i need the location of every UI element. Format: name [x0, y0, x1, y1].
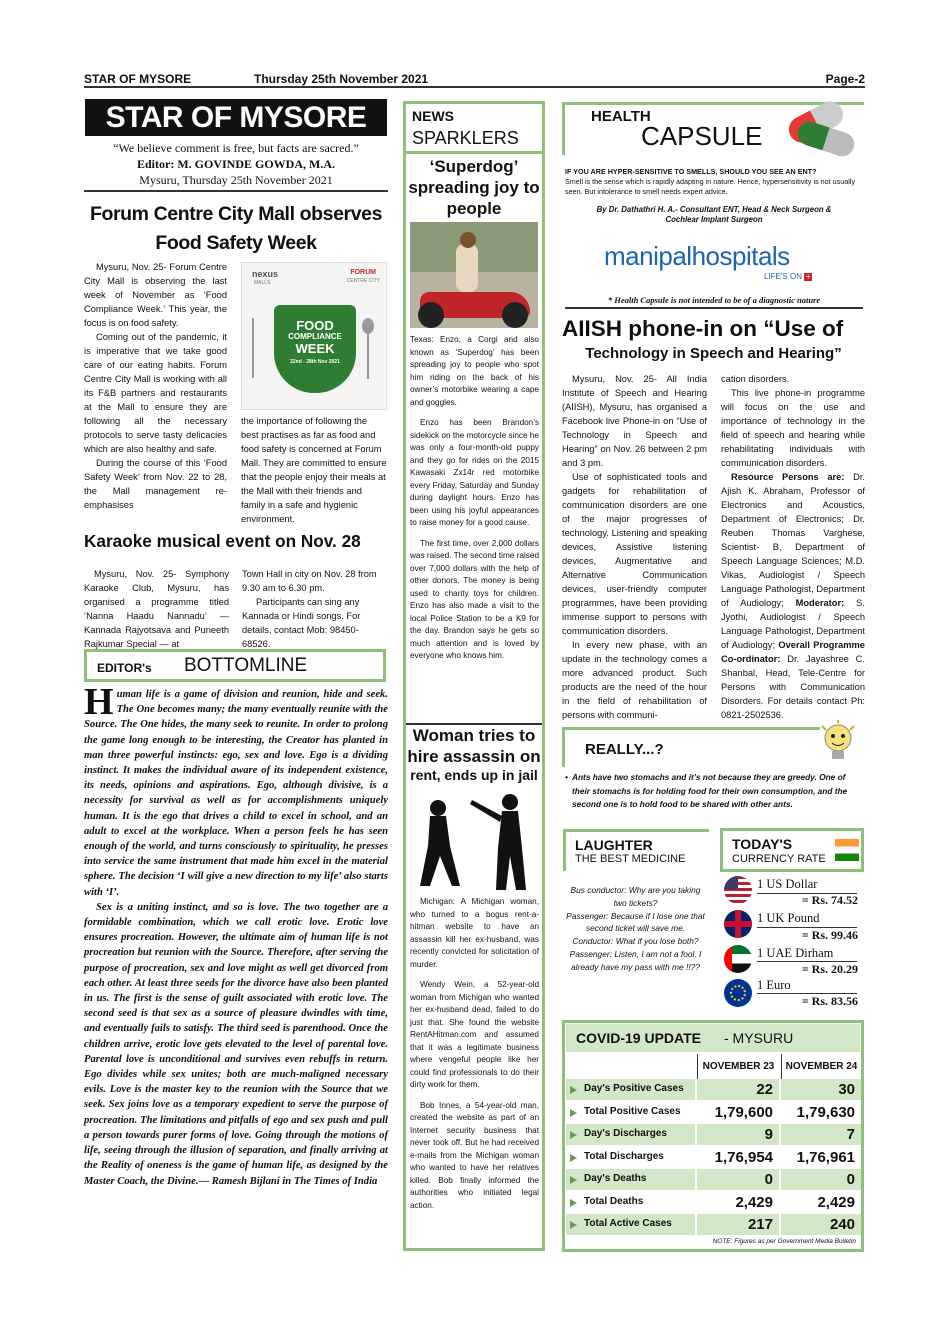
arrow-icon	[570, 1131, 577, 1139]
covid-row-label-cell	[566, 1169, 695, 1190]
really-label: REALLY...?	[585, 741, 664, 758]
currency-rate: = Rs. 20.29	[801, 962, 858, 976]
superdog-photo	[410, 222, 538, 328]
bottomline-para: uman life is a game of division and reunion, hide and seek. The One becomes many; the many eventually reunite with the Source. The One hides, the many seek to reunite. In order to prolong the game long enough to be interesting, the Creator has planted in man three powerful instincts: ego, sex and love. Ego is a dividing instinct. It makes the individual aware of its independent existence, its needs, opinions and aspirations. Ego, although divisive, is a necessity for survival as well as for accomplishments uniquely human. It is the ego that drives a child to excel in school, and an adult to excel at the workplace. When a person feels he has seen enough of the world, and turns consciously to spirituality, he presses into service the same instrument that made him excel in the material sphere. The decision ‘I will give a new direction to my life’ also starts with ‘I’.	[84, 689, 388, 898]
forum-headline-2: Food Safety Week	[155, 232, 317, 254]
aiish-headline-1: AIISH phone-in on “Use of	[562, 316, 844, 341]
aiish-mod-label: Moderator:	[795, 598, 845, 608]
currency-name: 1 UAE Dirham	[757, 946, 834, 960]
forum-col1	[84, 260, 227, 512]
forum-para: During the course of this ‘Food Safety Week’ from Nov. 22 to 28, the Mall management re-emphasises	[84, 458, 227, 510]
covid-value: 7	[781, 1124, 861, 1145]
news-label-b: SPARKLERS	[412, 128, 519, 148]
covid-value: 1,76,961	[781, 1147, 861, 1168]
covid-row-label-cell	[566, 1124, 695, 1145]
covid-value: 9	[697, 1124, 779, 1145]
health-label-box	[562, 102, 864, 155]
hitman-headline-2: rent, ends up in jail	[410, 767, 538, 783]
eu-flag-stars	[730, 985, 746, 1001]
manipal-logo-a: manipal	[604, 241, 692, 271]
hitman-para: Michigan: A Michigan woman, who turned to a bogus rent-a-hitman website to have an assassin kill her ex-husband, was recently convicted for solicitation of murder.	[410, 897, 539, 969]
header-date: Thursday 25th November 2021	[254, 72, 429, 86]
poster-brand-forum-sub: CENTRE CITY	[346, 278, 380, 284]
bullet-icon: •	[565, 772, 568, 782]
arrow-icon	[570, 1199, 577, 1207]
masthead-motto: “We believe comment is free, but facts are sacred.”	[113, 141, 359, 155]
covid-value: 0	[697, 1169, 779, 1190]
news-label	[406, 104, 542, 154]
laughter-label-a: LAUGHTER	[575, 837, 653, 853]
bottomline-label-box	[84, 649, 386, 682]
covid-row	[566, 1079, 862, 1102]
us-flag-canton	[724, 876, 738, 889]
aiish-rp-label: Resource Persons are:	[731, 472, 845, 482]
us-flag-icon	[724, 876, 752, 904]
hitman-headline-1: Woman tries to hire assassin on	[407, 726, 541, 766]
covid-label-bar	[566, 1024, 860, 1052]
spoon-icon	[362, 318, 374, 334]
covid-value: 2,429	[697, 1192, 779, 1213]
covid-value: 30	[781, 1079, 861, 1100]
health-qa	[565, 167, 863, 225]
joke-line: Bus conductor: Why are you taking two tickets?	[570, 885, 701, 908]
laughter-label-b: THE BEST MEDICINE	[575, 853, 686, 865]
health-label-a: HEALTH	[591, 108, 651, 125]
covid-value: 0	[781, 1169, 861, 1190]
joke-line: Passenger: Because if I lose one that second ticket will save me.	[566, 910, 705, 934]
bottomline-para: Sex is a uniting instinct, and so is love. The two together are a formidable combination, which we call erotic love. Erotic love ensures procreation. However, the ultimate aim of human life is not procreation but reunion with the Source. Therefore, after serving the purpose of procreation, sex and love might as well get divorced from each other. At least three seeds for the divorce have also been planted in us. The first is the sense of guilt associated with erotic love. The second seed is that sex as a source of pleasure dwindles with time, and eventually fails to satisfy. The third seed is parenthood. Once the children arrive, erotic love gets elevated to the level of parental love. Parental love is unconditional and survives even rebuffs in return. Ego divides while sex unites; both are much-maligned necessary evils. Love is the master key to the reunion with the Source that we seek. Sex joins love as a temporary expedient to serve the purpose of procreation. The limitations and pitfalls of ego and sex push and pull a person towards purer forms of love. Going through the motions of life, seeing through the illusion of separation, and finally arriving at the Reality of oneness is the game of human life, as designed by the Master Coach, the Divine.— Ramesh Bijlani in The Times of India	[84, 901, 388, 1187]
covid-row-label: Total Deaths	[584, 1195, 644, 1207]
aiish-mod-text: S. Jyothi, Audiologist / Speech Language Pathologist, Department of Audiology;	[721, 598, 865, 650]
covid-row-label-cell	[566, 1192, 695, 1213]
masthead-block	[84, 140, 388, 188]
arrow-icon	[570, 1086, 577, 1094]
covid-note: NOTE: Figures as per Government Media Bulletin	[712, 1238, 856, 1245]
page-header	[84, 72, 865, 88]
karaoke-para: Participants can sing any Kannada or Hindi songs. For details, contact Mob: 98450-68526.	[242, 597, 361, 649]
poster-brand-forum: FORUM	[350, 269, 376, 276]
health-byline: By Dr. Dathathri H. A.- Consultant ENT, Head & Neck Surgeon & Cochlear Implant Surgeon	[596, 205, 832, 225]
forum-para: Mysuru, Nov. 25- Forum Centre City Mall is observing the last week of November as ‘Food Compliance Week.’ This year, the focus is on food safety.	[84, 262, 227, 328]
uae-flag-icon	[724, 945, 752, 973]
masthead-dateline: Mysuru, Thursday 25th November 2021	[139, 173, 333, 187]
covid-row	[566, 1169, 862, 1192]
bottomline-body	[84, 681, 388, 1189]
superdog-headline: ‘Superdog’ spreading joy to people	[408, 157, 540, 218]
uk-flag-cross-h	[724, 921, 752, 927]
covid-col-header: NOVEMBER 24	[781, 1054, 861, 1079]
uk-flag-icon	[724, 910, 752, 938]
poster-brand-nexus-sub: MALLS	[254, 280, 271, 286]
superdog-caption: Texas: Enzo, a Corgi and also known as ‘Superdog’ has been spreading joy to people who spot him riding on the back of his owner’s motorbike wearing a cape and goggles.	[410, 335, 539, 407]
health-label-b: CAPSULE	[641, 121, 763, 151]
currency-rate: = Rs. 74.52	[801, 893, 858, 907]
joke-line: Passenger: Listen, I am not a fool. I already have my pass with me !!??	[569, 948, 702, 972]
aiish-coord-label: Overall Programme Co-ordinator:	[721, 640, 865, 664]
hitman-body	[410, 896, 539, 1212]
currency-label-a: TODAY'S	[732, 836, 793, 852]
aiish-para: Mysuru, Nov. 25- All India Institute of Speech and Hearing (AIISH), Mysuru, has organised a Facebook live Phone-in on “Use of Technology in Speech and Hearing” on Nov. 26 between 2 pm and 3 pm.	[562, 374, 707, 468]
uae-flag-bar	[724, 945, 732, 973]
really-fact	[565, 771, 863, 812]
covid-value: 1,79,630	[781, 1102, 861, 1123]
arrow-icon	[570, 1154, 577, 1162]
manipal-tagline	[764, 272, 812, 281]
eu-flag-icon	[724, 979, 752, 1007]
covid-value: 22	[697, 1079, 779, 1100]
superdog-para: The first time, over 2,000 dollars was raised. The second time raised over 7,000 dollars with the help of other donors. The money is being used to charity toys for children. Enzo has also made a visit to the local Police Station to be a K9 for the day. Brandon says he gets so much attention and is loved by everyone who knows him.	[410, 538, 539, 660]
arrow-icon	[570, 1109, 577, 1117]
covid-row-label: Total Discharges	[584, 1150, 664, 1162]
covid-row-label-cell	[566, 1147, 695, 1168]
covid-row-label: Total Positive Cases	[584, 1105, 681, 1117]
forum-headline	[84, 200, 388, 258]
really-label-box	[562, 727, 820, 767]
covid-row-label: Total Active Cases	[584, 1218, 672, 1229]
aiish-col1	[562, 372, 707, 722]
laughter-joke	[563, 884, 708, 974]
karaoke-col1: Mysuru, Nov. 25- Symphony Karaoke Club, Mysuru, has organised a programme titled ‘Nanna Haadu Nannadu’ — Kannada Rajyotsava and Puneeth Rajkumar Special — at	[84, 569, 229, 649]
aiish-headline	[562, 314, 865, 364]
really-fact-text: Ants have two stomachs and it’s not because they are greedy. One of their stomachs is for holding food for their own consumption, and the second one is to hold food to be shared with other ants.	[572, 772, 848, 809]
shield-badge	[274, 305, 356, 393]
covid-row-label-cell	[566, 1079, 695, 1100]
covid-table	[566, 1054, 862, 1234]
covid-value: 2,429	[781, 1192, 861, 1213]
covid-row-label: Day's Discharges	[584, 1128, 667, 1139]
manipal-logo-b: hospitals	[691, 241, 790, 271]
covid-row-label: Day's Deaths	[584, 1173, 647, 1184]
currency-rate: = Rs. 83.56	[801, 994, 858, 1008]
covid-col-header: NOVEMBER 23	[697, 1054, 779, 1079]
hitman-para: Wendy Wein, a 52-year-old woman from Michigan who wanted her ex-husband dead, failed to do just that. She found the website RentAHitman.com and assumed that it was a legitimate business where vengeful people like her could find professionals to do their dirty work for them.	[410, 980, 539, 1089]
shield-line2: COMPLIANCE	[288, 332, 342, 341]
shield-line1: FOOD	[296, 318, 334, 333]
health-question: IF YOU ARE HYPER-SENSITIVE TO SMELLS, SHOULD YOU SEE AN ENT?	[565, 167, 817, 176]
aiish-para: cation disorders.	[721, 374, 790, 384]
currency-label-box	[720, 828, 864, 872]
header-page: Page-2	[825, 72, 865, 86]
covid-label-b: - MYSURU	[724, 1030, 794, 1046]
covid-row-label-cell	[566, 1214, 695, 1235]
covid-row	[566, 1147, 862, 1170]
divider	[84, 190, 388, 192]
health-answer: Smell is the sense which is rapidly adapting in nature. Hence, hypersensitivity is not usually seen. But intolerance to smell needs expert advice.	[565, 176, 856, 196]
covid-value: 240	[781, 1214, 861, 1235]
bulb-mascot-icon	[818, 720, 858, 766]
forum-para: Coming out of the pandemic, it is imperative that we take good care of our eating habits. Forum Centre City Mall is working with all its F&B partners and restaurants at the Mall to ensure they are following all the necessary protocols to serve tasty delicacies which are also healthy and safe.	[84, 332, 227, 454]
wheel	[502, 302, 528, 328]
currency-rate: = Rs. 99.46	[801, 928, 858, 942]
laughter-label-box	[563, 829, 709, 871]
covid-value: 1,76,954	[697, 1147, 779, 1168]
currency-label-b: CURRENCY RATE	[732, 853, 826, 865]
hitman-headline	[406, 725, 542, 784]
covid-value: 217	[697, 1214, 779, 1235]
karaoke-headline: Karaoke musical event on Nov. 28	[84, 531, 361, 551]
currency-name: 1 US Dollar	[757, 877, 818, 891]
shield-dates: 22nd - 28th Nov 2021	[290, 359, 340, 365]
karaoke-col2	[242, 567, 387, 651]
aiish-para: In every new phase, with an update in the technology comes a more advanced product. Such products are the need of the hour in the field of rehabilitation of persons with communi-	[562, 640, 707, 720]
currency-name: 1 Euro	[757, 978, 791, 992]
aiish-para: This live phone-in programme will focus on the use and importance of technology in the field of speech and hearing while rehabilitating individuals with communication disorders.	[721, 388, 865, 468]
bottomline-label-b: BOTTOMLINE	[184, 655, 308, 676]
covid-value: 1,79,600	[697, 1102, 779, 1123]
superdog-body	[410, 334, 539, 663]
covid-row	[566, 1192, 862, 1215]
masthead-editor: Editor: M. GOVINDE GOWDA, M.A.	[137, 157, 335, 171]
fork-icon	[252, 318, 260, 378]
currency-name: 1 UK Pound	[757, 911, 820, 925]
forum-headline-1: Forum Centre City Mall observes	[89, 203, 383, 225]
spoon-handle	[367, 333, 369, 379]
joke-line: Conductor: What if you lose both?	[572, 936, 699, 947]
covid-row-label-cell	[566, 1102, 695, 1123]
hitman-silhouette-illustration	[410, 786, 538, 894]
header-paper: STAR OF MYSORE	[84, 72, 192, 86]
plus-icon: +	[805, 272, 811, 281]
manipal-tagline-text: LIFE'S ON	[764, 272, 802, 281]
dropcap: H	[84, 681, 114, 723]
food-week-poster	[241, 262, 387, 410]
covid-row-label: Day's Positive Cases	[584, 1083, 684, 1094]
news-label-a: NEWS	[412, 108, 454, 124]
masthead-banner: STAR OF MYSORE	[85, 99, 387, 136]
arrow-icon	[570, 1176, 577, 1184]
wheel	[418, 302, 444, 328]
covid-row	[566, 1214, 862, 1237]
covid-label-a: COVID-19 UPDATE	[576, 1030, 701, 1046]
aiish-headline-2: Technology in Speech and Hearing”	[585, 345, 842, 362]
superdog-para: Enzo has been Brandon’s sidekick on the motorcycle since he was only a four-month-old puppy and they go for rides on the 2015 Kawasaki Zx14r red motorbike every Friday, Saturday and Sunday during daylight hours. Enzo has been using his joyful appearances to raise money for a good cause.	[410, 418, 539, 527]
rider	[456, 244, 478, 292]
shield-line3: WEEK	[295, 341, 335, 356]
health-disclaimer: * Health Capsule is not intended to be of a diagnostic nature	[565, 295, 863, 309]
karaoke-para: Town Hall in city on Nov. 28 from 9.30 am to 6.30 pm.	[242, 569, 377, 593]
aiish-para: Use of sophisticated tools and gadgets for rehabilitation of communication disorders are one of the major progresses of technology. Listening and speaking devices, Assistive listening devices, Augmentative and Alternative Communication devices, user-friendly computer programmes, have been providing immense support to persons with communication disorders.	[562, 472, 707, 636]
aiish-rp-text: Dr. Ajish K. Abraham, Professor of Electronics and Acoustics, Department of Electronics; Dr. Reuben Thomas Varghese, Scientist- B, Department of Speech Language Sciences; M.D. Vikas, Audiologist / Speech Language Pathologist, Department of Audiology;	[721, 472, 865, 608]
hitman-para: Bob Innes, a 54-year-old man, created the website as part of an Internet security business that never took off. But he had received e-mails from the Michigan woman who wanted to have her relatives killed. Bob finally informed the authorities who initiated legal action.	[410, 1100, 539, 1210]
poster-brand-nexus: nexus	[252, 269, 279, 279]
aiish-coord-text: Dr. Jayashree C. Shanbal, Head, Tele-Centre for Persons with Communication Disorders. For details contact Ph: 0821-2502536.	[721, 654, 865, 720]
forum-col2: the importance of following the best practises as far as food and food safety is concerned at Forum Mall. They are committed to ensure that the people enjoy their meals at the Mall with their friends and family in a safe and hygienic environment.	[241, 416, 387, 524]
manipal-logo	[604, 241, 834, 272]
rider-head	[460, 232, 476, 248]
arrow-icon	[570, 1221, 577, 1229]
bottomline-label-a: EDITOR's	[97, 661, 152, 675]
covid-row	[566, 1124, 862, 1147]
silhouette-icon	[410, 786, 538, 894]
covid-row	[566, 1102, 862, 1125]
aiish-col2	[721, 372, 865, 722]
bulb-svg	[818, 720, 858, 766]
india-flag-icon	[835, 839, 859, 861]
